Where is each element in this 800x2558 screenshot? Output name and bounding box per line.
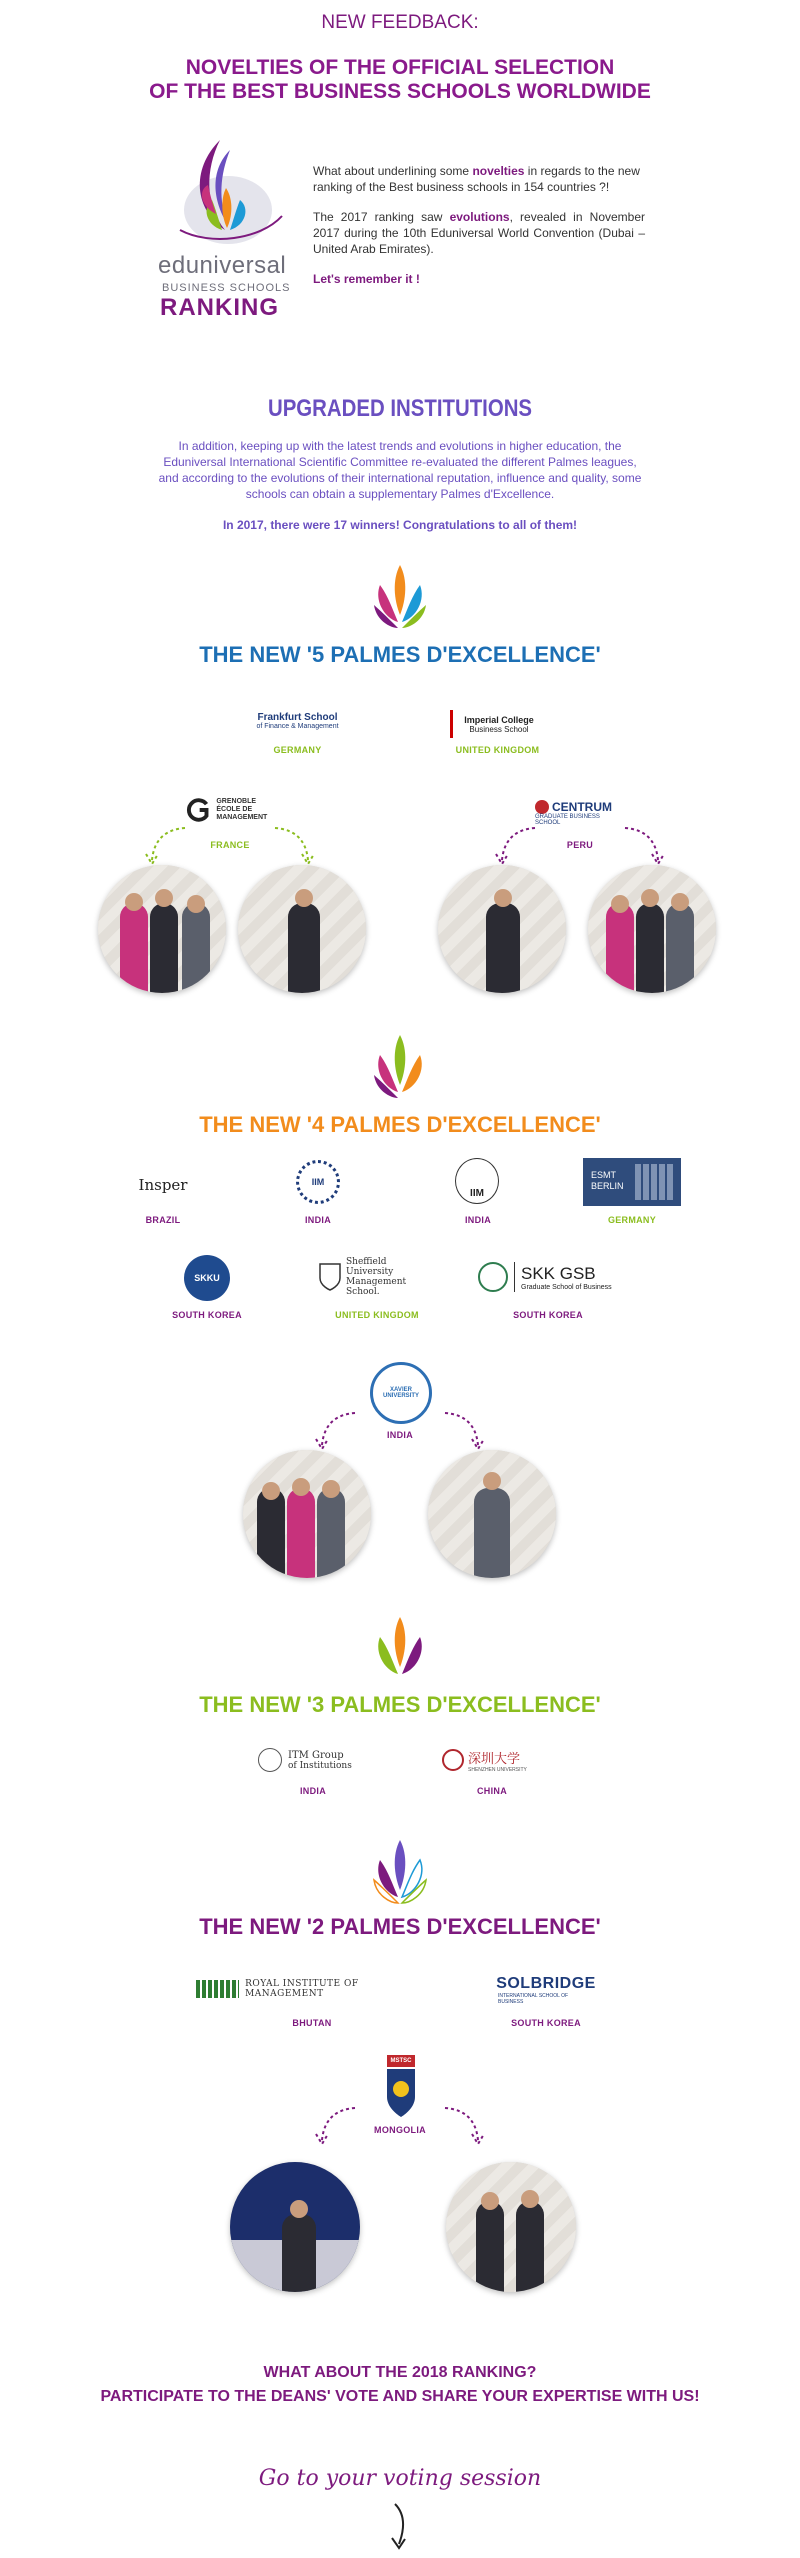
ranking-palm-icon (150, 130, 300, 250)
country-germany-2: GERMANY (607, 1215, 657, 1225)
imperial-logo: Imperial College Business School (450, 710, 545, 738)
five-palmes-title: THE NEW '5 PALMES D'EXCELLENCE' (199, 642, 601, 667)
arrows-france (140, 820, 320, 870)
photo-peru-1 (438, 865, 566, 993)
xavier-logo: XAVIER UNIVERSITY (370, 1362, 432, 1424)
country-china: CHINA (477, 1786, 507, 1796)
iim-logo-2: IIM (455, 1158, 499, 1204)
palm-2-icon (370, 1835, 430, 1910)
frankfurt-logo: Frankfurt School of Finance & Management (250, 705, 345, 737)
country-india-2: INDIA (465, 1215, 491, 1225)
ranking-word2: BUSINESS SCHOOLS (162, 282, 291, 294)
ranking-word1: eduniversal (158, 252, 287, 279)
country-south-korea-3: SOUTH KOREA (511, 2018, 581, 2028)
footer-line1: WHAT ABOUT THE 2018 RANKING? (263, 2364, 537, 2381)
upgraded-text: In addition, keeping up with the latest trends and evolutions in higher education, the Eduniversal International Scientific Committee re-evaluated the different Palmes leagues, and according to the evolutions of their international reputation, influence and quality, some schools can obtain a supplementary Palmes d'Excellence. (158, 439, 642, 501)
photo-india-2 (428, 1450, 556, 1578)
main-title-line1: NOVELTIES OF THE OFFICIAL SELECTION (185, 56, 615, 79)
palm-5-icon (370, 560, 430, 635)
country-india-3: INDIA (387, 1430, 413, 1440)
intro-paragraph-3: Let's remember it ! (313, 272, 420, 286)
upgraded-title: UPGRADED INSTITUTIONS (267, 395, 533, 422)
ranking-logo (150, 130, 300, 320)
country-south-korea-2: SOUTH KOREA (513, 1310, 583, 1320)
shenzhen-logo: 深圳大学 SHENZHEN UNIVERSITY (442, 1745, 542, 1775)
intro-paragraph-1: What about underlining some novelties in regards to the new ranking of the Best business schools in 154 countries ?! (313, 164, 640, 194)
two-palmes-title: THE NEW '2 PALMES D'EXCELLENCE' (199, 1914, 601, 1939)
country-france: FRANCE (210, 840, 250, 850)
country-uk: UNITED KINGDOM (455, 745, 540, 755)
insper-logo: Insper (118, 1170, 208, 1200)
upgraded-winners: In 2017, there were 17 winners! Congratulations to all of them! (222, 518, 578, 532)
centrum-logo: CENTRUM GRADUATE BUSINESS SCHOOL (535, 800, 612, 826)
country-brazil: BRAZIL (145, 1215, 181, 1225)
sheffield-logo: Sheffield University Management School. (318, 1255, 436, 1299)
skk-gsb-logo: SKK GSB Graduate School of Business (478, 1255, 618, 1299)
country-uk-2: UNITED KINGDOM (335, 1310, 419, 1320)
palm-3-icon (370, 1612, 430, 1687)
itm-logo: ITM Group of Institutions (258, 1745, 368, 1775)
country-germany: GERMANY (273, 745, 322, 755)
photo-france-2 (238, 865, 366, 993)
country-south-korea-1: SOUTH KOREA (172, 1310, 242, 1320)
skku-logo: SKKU (184, 1255, 230, 1301)
intro-text (313, 163, 645, 287)
shenzhen-emblem-icon (442, 1749, 464, 1771)
sheffield-crest-icon (318, 1262, 342, 1292)
four-palmes-title: THE NEW '4 PALMES D'EXCELLENCE' (199, 1112, 601, 1137)
main-title-line2: OF THE BEST BUSINESS SCHOOLS WORLDWIDE (149, 80, 651, 103)
rim-emblem-icon (196, 1980, 239, 1998)
voting-session-link[interactable]: Go to your voting session (258, 2466, 542, 2491)
palm-4-icon (370, 1030, 430, 1105)
country-india-1: INDIA (305, 1215, 331, 1225)
mongolia-logo: MSTSC (385, 2055, 417, 2119)
photo-india-1 (243, 1450, 371, 1578)
photo-peru-2 (588, 865, 716, 993)
photo-mongolia-2 (446, 2162, 576, 2292)
feedback-label: NEW FEEDBACK: (321, 12, 479, 33)
country-mongolia: MONGOLIA (374, 2125, 426, 2135)
country-india-4: INDIA (300, 1786, 326, 1796)
rim-logo: ROYAL INSTITUTE OF MANAGEMENT (196, 1975, 428, 2003)
esmt-logo: ESMT BERLIN (583, 1158, 681, 1206)
ranking-word3: RANKING (160, 294, 279, 321)
iim-logo-1: IIM (296, 1160, 340, 1204)
footer-line2: PARTICIPATE TO THE DEANS' VOTE AND SHARE YOUR EXPERTISE WITH US! (100, 2388, 700, 2405)
itm-emblem-icon (258, 1748, 282, 1772)
arrows-mongolia (310, 2100, 490, 2150)
grenoble-logo: GRENOBLE ÉCOLE DE MANAGEMENT (185, 795, 275, 825)
arrows-xavier (310, 1405, 490, 1455)
arrow-down-icon (385, 2502, 415, 2552)
photo-france-1 (98, 865, 226, 993)
skk-gsb-emblem-icon (478, 1262, 508, 1292)
solbridge-logo: SOLBRIDGE INTERNATIONAL SCHOOL OF BUSINESS (496, 1975, 596, 2005)
arrows-peru (490, 820, 670, 870)
intro-paragraph-2: The 2017 ranking saw evolutions, revealed in November 2017 during the 10th Eduniversal World Convention (Dubai – United Arab Emirates). (313, 210, 646, 256)
photo-mongolia-1 (230, 2162, 360, 2292)
country-peru: PERU (566, 840, 594, 850)
three-palmes-title: THE NEW '3 PALMES D'EXCELLENCE' (199, 1692, 601, 1717)
country-bhutan: BHUTAN (292, 2018, 332, 2028)
